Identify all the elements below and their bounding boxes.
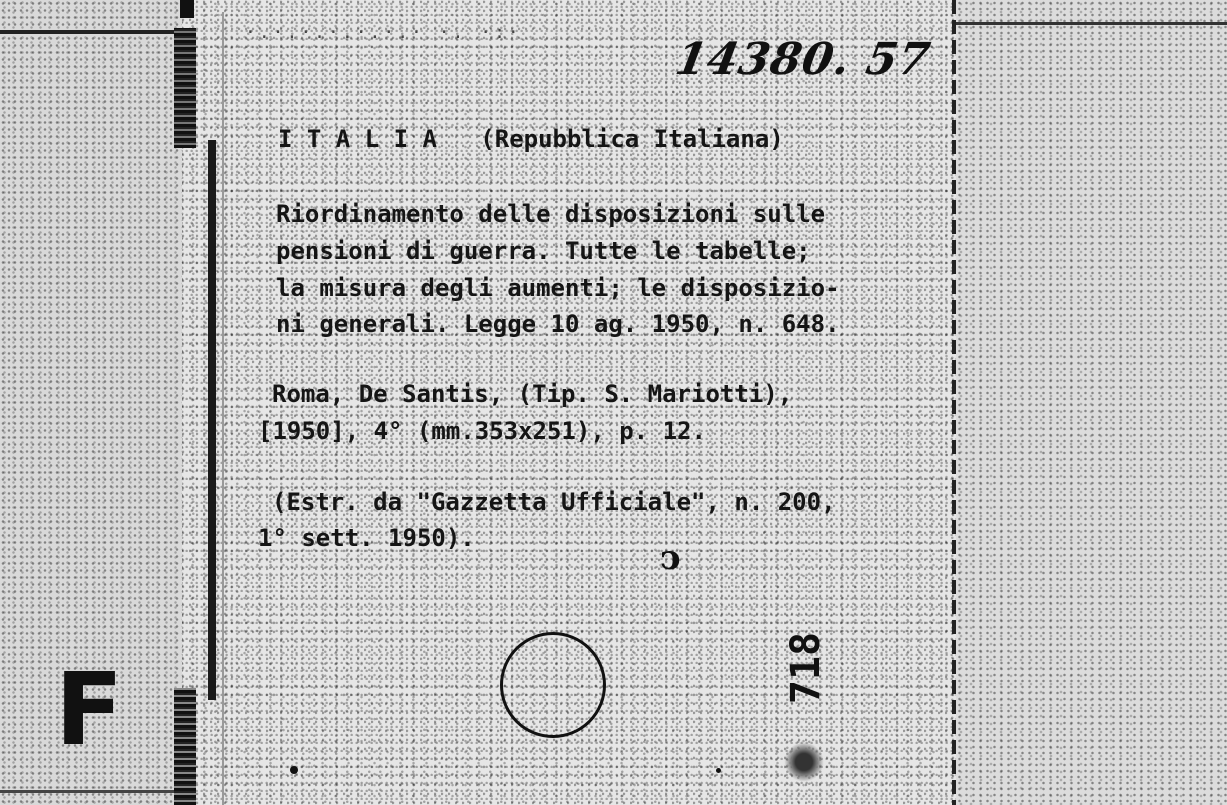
title-line: ni generali. Legge 10 ag. 1950, n. 648.	[276, 310, 840, 338]
punch-dot	[290, 766, 298, 774]
note-line: (Estr. da "Gazzetta Ufficiale", n. 200,	[272, 488, 836, 516]
publication-line: [1950], 4° (mm.353x251), p. 12.	[258, 417, 706, 445]
right-card-rule	[956, 22, 1227, 25]
card-edge-top	[174, 28, 196, 148]
publication-line: Roma, De Santis, (Tip. S. Mariotti),	[272, 380, 793, 408]
right-adjacent-card	[956, 0, 1227, 805]
title-line: la misura degli aumenti; le disposizio-	[276, 274, 840, 302]
side-letter: F	[55, 651, 124, 768]
card-edge-shadow	[208, 140, 216, 700]
note-line: 1° sett. 1950).	[258, 524, 475, 552]
card-heading: I T A L I A (Repubblica Italiana)	[278, 125, 784, 153]
ink-smudge	[784, 742, 824, 782]
left-card-rule	[0, 30, 182, 34]
shelf-mark: 718	[783, 631, 830, 705]
left-card-bottom-rule	[0, 790, 182, 793]
punch-dot	[716, 768, 721, 773]
title-line: pensioni di guerra. Tutte le tabelle;	[276, 237, 811, 265]
library-stamp-circle	[500, 632, 606, 738]
title-line: Riordinamento delle disposizioni sulle	[276, 200, 826, 228]
handwritten-check-mark: ↄ	[660, 538, 681, 578]
card-number: 14380. 57	[671, 34, 935, 85]
left-top-mark	[180, 0, 194, 18]
card-edge-bottom	[174, 688, 196, 805]
faint-top-marks: ·.·.·.·.·.·.· ·. ·:·	[245, 22, 522, 43]
